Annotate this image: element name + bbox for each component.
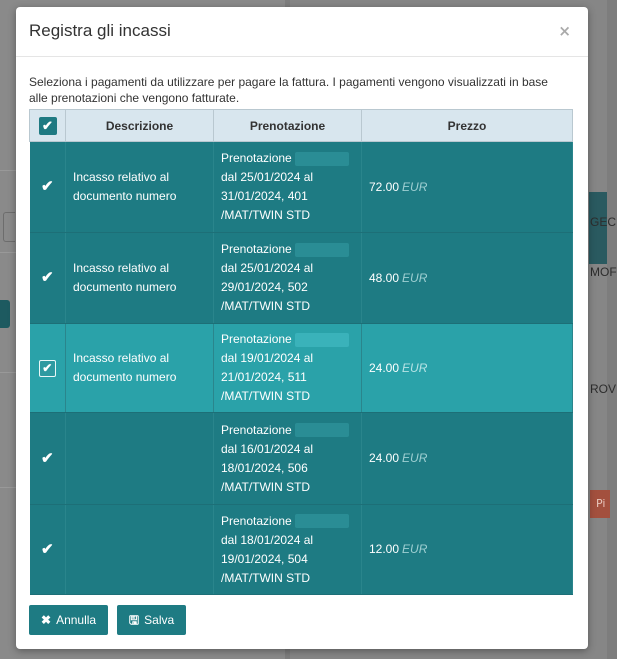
row-check-cell[interactable] xyxy=(30,324,66,413)
prenotazione-room: 29/01/2024, 502 xyxy=(221,280,308,294)
currency-label: EUR xyxy=(402,542,428,556)
amount-value: 12.00 xyxy=(369,542,400,556)
background-button xyxy=(0,300,10,328)
amount-value: 24.00 xyxy=(369,451,400,465)
table-row[interactable] xyxy=(30,413,573,505)
redacted-block xyxy=(295,152,349,166)
background-input xyxy=(3,212,15,242)
amount-value: 72.00 xyxy=(369,179,400,194)
check-icon[interactable]: ✔ xyxy=(40,449,54,467)
modal-footer xyxy=(29,605,191,635)
amount-value: 48.00 xyxy=(369,270,400,285)
row-prenotazione xyxy=(214,505,362,595)
select-all-check-icon[interactable]: ✔ xyxy=(39,117,57,135)
prenotazione-label: Prenotazione xyxy=(221,242,292,256)
prenotazione-room: 21/01/2024, 511 xyxy=(221,370,307,384)
row-prezzo xyxy=(362,505,573,595)
salva-label: Salva xyxy=(144,613,175,627)
redacted-block xyxy=(295,333,349,347)
redacted-block xyxy=(295,423,349,437)
prenotazione-dates: dal 18/01/2024 al xyxy=(221,532,314,547)
cancel-x-icon: ✖ xyxy=(41,613,52,627)
table-header-row xyxy=(30,110,573,142)
row-prenotazione xyxy=(214,142,362,233)
prenotazione-label: Prenotazione xyxy=(221,513,292,528)
prenotazione-room: 18/01/2024, 506 xyxy=(221,460,308,475)
payments-table xyxy=(29,109,573,595)
prenotazione-dates: dal 19/01/2024 al xyxy=(221,351,314,365)
checkbox-checked-icon[interactable]: ✔ xyxy=(39,360,56,377)
prenotazione-label: Prenotazione xyxy=(221,332,292,346)
background-red-button: Pi xyxy=(590,490,610,518)
row-prezzo xyxy=(362,142,573,233)
row-descrizione xyxy=(66,505,214,595)
redacted-block xyxy=(295,243,349,257)
redacted-block xyxy=(295,514,349,528)
prenotazione-type: /MAT/TWIN STD xyxy=(221,479,311,494)
background-text: GEC xyxy=(590,215,617,229)
background-text: MOF xyxy=(590,265,617,279)
prenotazione-dates: dal 25/01/2024 al xyxy=(221,170,314,184)
prenotazione-label: Prenotazione xyxy=(221,422,292,437)
table-row[interactable] xyxy=(30,233,573,324)
row-prezzo xyxy=(362,233,573,324)
annulla-label: Annulla xyxy=(56,613,97,627)
prenotazione-type: /MAT/TWIN STD xyxy=(221,208,311,222)
row-prenotazione xyxy=(214,233,362,324)
prenotazione-type: /MAT/TWIN STD xyxy=(221,570,311,585)
prenotazione-type: /MAT/TWIN STD xyxy=(221,389,311,403)
prenotazione-room: 31/01/2024, 401 xyxy=(221,189,308,203)
modal-intro-text: Seleziona i pagamenti da utilizzare per pagare la fattura. I pagamenti vengono visualizzati in base alle prenotazioni che vengono fatturate. xyxy=(29,75,548,105)
currency-label: EUR xyxy=(402,451,428,465)
table-row[interactable] xyxy=(30,324,573,413)
row-check-cell[interactable] xyxy=(30,233,66,324)
prenotazione-label: Prenotazione xyxy=(221,151,292,165)
background-text: ROV xyxy=(590,382,617,396)
prenotazione-dates: dal 16/01/2024 al xyxy=(221,441,314,456)
row-descrizione: Incasso relativo al documento numero xyxy=(66,142,214,233)
modal-header xyxy=(16,7,588,57)
row-prenotazione xyxy=(214,324,362,413)
row-descrizione: Incasso relativo al documento numero xyxy=(66,233,214,324)
amount-value: 24.00 xyxy=(369,360,400,375)
currency-label: EUR xyxy=(402,270,428,285)
payments-modal xyxy=(16,7,588,649)
row-check-cell[interactable] xyxy=(30,505,66,595)
row-descrizione xyxy=(66,413,214,505)
modal-title: Registra gli incassi xyxy=(29,21,171,40)
table-row[interactable] xyxy=(30,505,573,595)
save-floppy-icon: 🖫 xyxy=(128,613,140,627)
prenotazione-dates: dal 25/01/2024 al xyxy=(221,261,314,275)
salva-button[interactable] xyxy=(117,605,186,635)
annulla-button[interactable] xyxy=(29,605,108,635)
header-prezzo: Prezzo xyxy=(362,110,573,142)
prenotazione-type: /MAT/TWIN STD xyxy=(221,299,311,313)
header-prenotazione: Prenotazione xyxy=(214,110,362,142)
check-icon[interactable]: ✔ xyxy=(40,269,54,286)
check-icon[interactable]: ✔ xyxy=(40,178,54,195)
row-check-cell[interactable] xyxy=(30,413,66,505)
table-row[interactable] xyxy=(30,142,573,233)
header-descrizione: Descrizione xyxy=(66,110,214,142)
row-prenotazione xyxy=(214,413,362,505)
close-icon[interactable]: × xyxy=(558,22,571,40)
row-prezzo xyxy=(362,324,573,413)
prenotazione-room: 19/01/2024, 504 xyxy=(221,551,308,566)
row-descrizione: Incasso relativo al documento numero xyxy=(66,324,214,413)
row-check-cell[interactable] xyxy=(30,142,66,233)
currency-label: EUR xyxy=(402,179,428,194)
check-icon[interactable]: ✔ xyxy=(40,540,54,558)
row-prezzo xyxy=(362,413,573,505)
currency-label: EUR xyxy=(402,360,428,375)
header-select-all-cell[interactable] xyxy=(30,110,66,142)
